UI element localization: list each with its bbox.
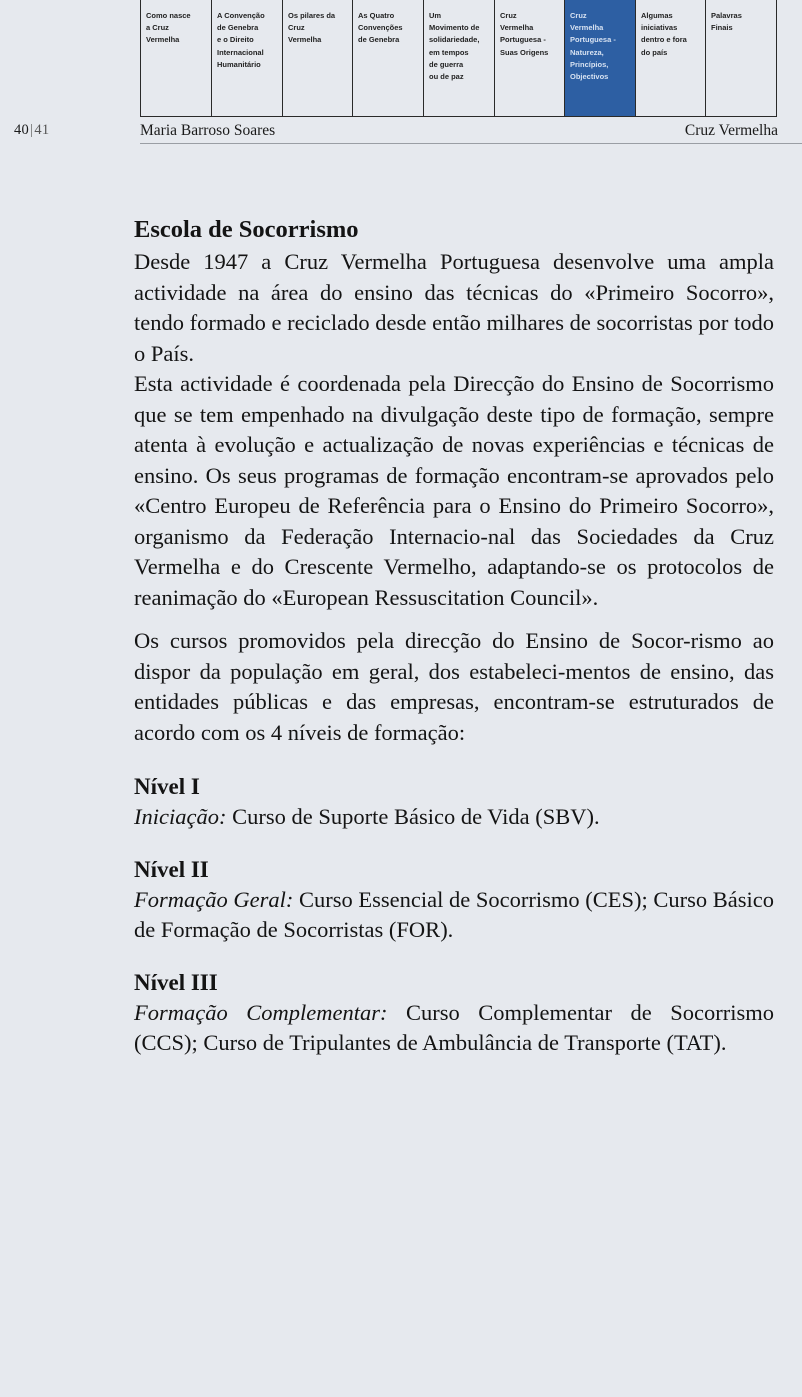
paragraph-history: Desde 1947 a Cruz Vermelha Portuguesa desenvolve uma ampla actividade na área do ensino das técnicas do «Primeiro Socorro», tendo formado e reciclado desde então milhares de socorristas por todo o País. [134, 249, 774, 366]
running-title: Cruz Vermelha [684, 122, 778, 139]
level-text: Curso Essencial de Socorrismo (CES); Curso Básico de Formação de Socorristas (FOR). [134, 886, 774, 942]
section-title: Escola de Socorrismo [134, 216, 359, 243]
author-name: Maria Barroso Soares [140, 122, 276, 139]
level-heading: Nível I [134, 774, 200, 799]
paragraph-gap [134, 833, 774, 854]
level-description [134, 998, 774, 1059]
level-text: Curso Complementar de Socorrismo (CCS); Curso de Tripulantes de Ambulância de Transporte (TAT). [134, 999, 774, 1055]
level-label: Iniciação: [134, 804, 227, 829]
paragraph-direction: Esta actividade é coordenada pela Direcção do Ensino de Socorrismo que se tem empenhado na divulgação deste tipo de formação, sempre atenta à evolução e actualização de novas experiências e técnicas de ensino. Os seus programas de formação encontram-se aprovados pelo «Centro Europeu de Referência para o Ensino do Primeiro Socorro», organismo da Federação Internacio-nal das Sociedades da Cruz Vermelha e do Crescente Vermelho, adaptando-se os protocolos de reanimação do «European Ressuscitation Council». [134, 371, 774, 610]
level-description [134, 802, 774, 833]
level-description [134, 885, 774, 946]
paragraph-gap [134, 613, 774, 626]
main-text [134, 213, 774, 1059]
page-numbers [14, 122, 49, 139]
page-number-left: 40 [14, 122, 30, 138]
page-number-right: 41 [34, 122, 50, 138]
level-label: Formação Complementar: [134, 999, 388, 1025]
paragraph-gap [134, 946, 774, 967]
level-label: Formação Geral: [134, 886, 294, 912]
chapter-tab-8[interactable]: Algumas iniciativas dentro e fora do país [636, 0, 706, 116]
chapter-tab-2[interactable]: A Convenção de Genebra e o Direito Internacional Humanitário [212, 0, 283, 116]
chapter-tab-1[interactable]: Como nasce a Cruz Vermelha [141, 0, 212, 116]
level-heading: Nível III [134, 969, 218, 995]
chapter-tab-4[interactable]: As Quatro Convenções de Genebra [353, 0, 424, 116]
chapter-tab-5[interactable]: Um Movimento de solidariedade, em tempos de guerra ou de paz [424, 0, 495, 116]
chapter-tab-9[interactable]: Palavras Finais [706, 0, 777, 116]
page-number-separator: | [30, 122, 34, 138]
chapter-tab-3[interactable]: Os pilares da Cruz Vermelha [283, 0, 353, 116]
level-heading: Nível II [134, 856, 209, 882]
header-rule [140, 143, 802, 144]
paragraph-courses: Os cursos promovidos pela direcção do Ensino de Socor-rismo ao dispor da população em geral, dos estabeleci-mentos de ensino, das entidades públicas e das empresas, encontram-se estruturados de acordo com os 4 níveis de formação: [134, 628, 774, 745]
running-header [0, 121, 802, 143]
chapter-navigation-table [140, 0, 777, 117]
chapter-tab-7[interactable]: Cruz Vermelha Portuguesa - Natureza, Princípios, Objectivos [565, 0, 636, 116]
level-text: Curso de Suporte Básico de Vida (SBV). [226, 804, 600, 829]
chapter-tab-6[interactable]: Cruz Vermelha Portuguesa - Suas Origens [495, 0, 565, 116]
paragraph-gap [134, 748, 774, 771]
